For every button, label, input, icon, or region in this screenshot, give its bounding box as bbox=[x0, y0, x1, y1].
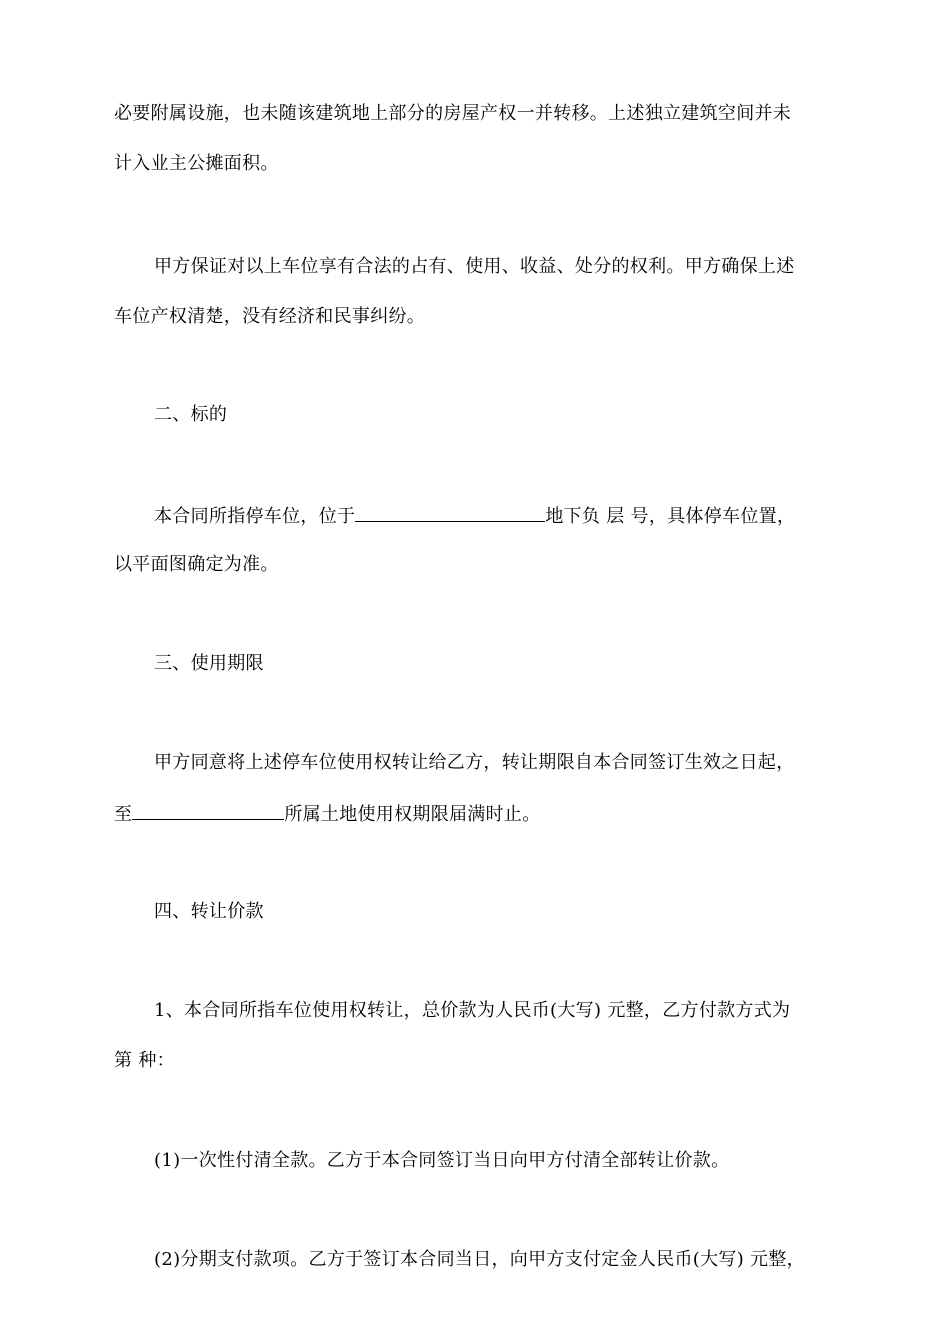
text-segment: 至 bbox=[114, 804, 133, 825]
paragraph-line-until bbox=[114, 801, 541, 827]
section-heading-term: 三、使用期限 bbox=[154, 653, 264, 674]
fill-in-blank-location bbox=[355, 503, 545, 522]
paragraph-line: (2)分期支付款项。乙方于签订本合同当日，向甲方支付定金人民币(大写) 元整， bbox=[154, 1249, 805, 1270]
paragraph-line: (1)一次性付清全款。乙方于本合同签订当日向甲方付清全部转让价款。 bbox=[154, 1150, 730, 1171]
section-heading-price: 四、转让价款 bbox=[154, 901, 264, 922]
paragraph-line: 必要附属设施，也未随该建筑地上部分的房屋产权一并转移。上述独立建筑空间并未 bbox=[114, 103, 792, 124]
paragraph-line: 计入业主公摊面积。 bbox=[114, 153, 279, 174]
paragraph-line: 以平面图确定为准。 bbox=[114, 554, 279, 575]
text-segment: 所属土地使用权期限届满时止。 bbox=[284, 804, 541, 825]
paragraph-line: 甲方同意将上述停车位使用权转让给乙方，转让期限自本合同签订生效之日起， bbox=[154, 752, 795, 773]
paragraph-line: 第 种： bbox=[114, 1050, 175, 1071]
paragraph-line: 1、本合同所指车位使用权转让，总价款为人民币(大写) 元整，乙方付款方式为 bbox=[154, 1000, 791, 1021]
text-segment: 本合同所指停车位，位于 bbox=[154, 506, 356, 527]
paragraph-line: 甲方保证对以上车位享有合法的占有、使用、收益、处分的权利。甲方确保上述 bbox=[154, 256, 795, 277]
section-heading-subject: 二、标的 bbox=[154, 404, 228, 425]
paragraph-line: 车位产权清楚，没有经济和民事纠纷。 bbox=[114, 306, 426, 327]
text-segment: 地下负 层 号，具体停车位置， bbox=[545, 506, 796, 527]
fill-in-blank-end-date bbox=[132, 801, 284, 820]
paragraph-line-location bbox=[154, 503, 795, 529]
